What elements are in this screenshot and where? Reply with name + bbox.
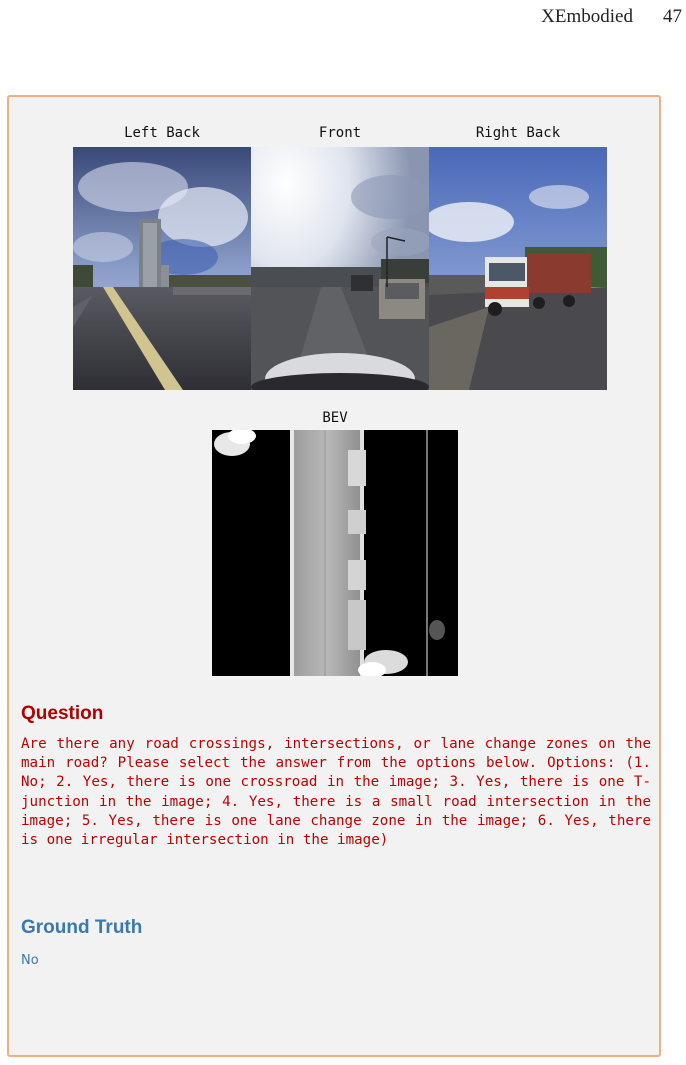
ground-truth-title: Ground Truth — [21, 917, 143, 938]
question-title: Question — [21, 703, 104, 724]
camera-image-front — [251, 147, 429, 390]
camera-label-front: Front — [318, 125, 362, 141]
camera-image-left-back — [73, 147, 251, 390]
question-text: Are there any road crossings, intersections, or lane change zones on the main road? Please select the answer from the options below. Options: (1. No; 2. Yes, there is one crossroad in the image; 3. Yes, there is one T-junction in the image; 4. Yes, there is a small road intersection in the image; 5. Yes, there is one lane change zone in the image; 6. Yes, there is one irregular intersection in the image) — [21, 736, 651, 849]
running-title: XEmbodied — [541, 6, 633, 27]
example-panel — [7, 95, 661, 1057]
ground-truth-text: No — [21, 953, 39, 968]
bev-label: BEV — [322, 410, 348, 426]
camera-label-left-back: Left Back — [124, 125, 200, 141]
bev-image — [212, 430, 458, 676]
running-header — [541, 6, 682, 28]
camera-image-right-back — [429, 147, 607, 390]
page-number: 47 — [663, 6, 682, 27]
camera-label-right-back: Right Back — [475, 125, 561, 141]
